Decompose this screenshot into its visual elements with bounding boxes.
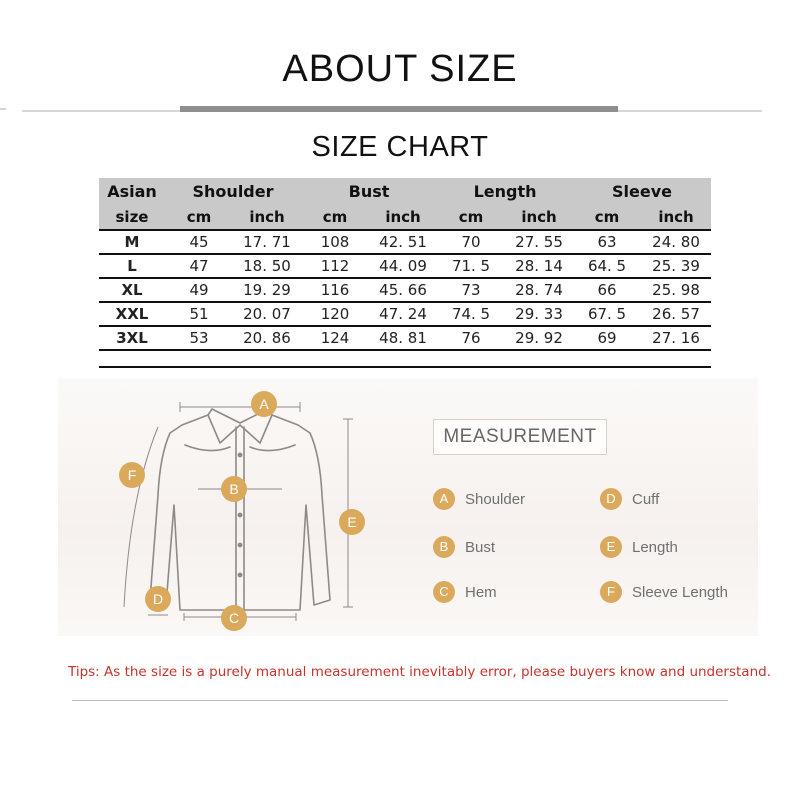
- size-header-bottom: size: [99, 204, 165, 230]
- value-cell: 71. 5: [437, 254, 505, 278]
- value-cell: 116: [301, 278, 369, 302]
- value-cell: 28. 74: [505, 278, 573, 302]
- table-bottom-rule: [99, 366, 711, 368]
- unit-header: cm: [573, 204, 641, 230]
- value-cell: 17. 71: [233, 230, 301, 254]
- value-cell: 47: [165, 254, 233, 278]
- measurement-title: MEASUREMENT: [433, 419, 607, 455]
- size-chart-title: SIZE CHART: [311, 131, 489, 163]
- value-cell: 69: [573, 326, 641, 350]
- page-title: ABOUT SIZE: [282, 48, 518, 90]
- value-cell: 20. 07: [233, 302, 301, 326]
- col-group-shoulder: Shoulder: [165, 178, 301, 204]
- value-cell: 26. 57: [641, 302, 711, 326]
- size-header-top: Asian: [99, 178, 165, 204]
- value-cell: 24. 80: [641, 230, 711, 254]
- value-cell: 73: [437, 278, 505, 302]
- value-cell: 64. 5: [573, 254, 641, 278]
- size-cell: 3XL: [99, 326, 165, 350]
- value-cell: 20. 86: [233, 326, 301, 350]
- col-group-length: Length: [437, 178, 573, 204]
- size-cell: M: [99, 230, 165, 254]
- value-cell: 25. 39: [641, 254, 711, 278]
- value-cell: 49: [165, 278, 233, 302]
- legend-label: Length: [632, 538, 678, 556]
- value-cell: 48. 81: [369, 326, 437, 350]
- legend-badge: F: [600, 581, 622, 603]
- sleeve-line: [124, 427, 158, 607]
- size-cell: XL: [99, 278, 165, 302]
- col-group-bust: Bust: [301, 178, 437, 204]
- legend-item-hem: [433, 581, 497, 603]
- table-row: [99, 326, 711, 350]
- value-cell: 45: [165, 230, 233, 254]
- legend-item-sleeve-length: [600, 581, 728, 603]
- divider-thick: [180, 106, 618, 112]
- legend-badge: B: [433, 536, 455, 558]
- value-cell: 29. 33: [505, 302, 573, 326]
- value-cell: 42. 51: [369, 230, 437, 254]
- value-cell: 25. 98: [641, 278, 711, 302]
- marker-f: F: [119, 462, 145, 488]
- marker-d: D: [145, 586, 171, 612]
- value-cell: 66: [573, 278, 641, 302]
- size-cell: XXL: [99, 302, 165, 326]
- value-cell: 67. 5: [573, 302, 641, 326]
- value-cell: 27. 16: [641, 326, 711, 350]
- legend-label: Bust: [465, 538, 496, 556]
- value-cell: 70: [437, 230, 505, 254]
- unit-header: inch: [641, 204, 711, 230]
- value-cell: 124: [301, 326, 369, 350]
- legend-label: Shoulder: [465, 490, 526, 508]
- value-cell: 51: [165, 302, 233, 326]
- legend-item-bust: [433, 536, 495, 558]
- value-cell: 47. 24: [369, 302, 437, 326]
- value-cell: 108: [301, 230, 369, 254]
- legend-item-length: [600, 536, 678, 558]
- value-cell: 53: [165, 326, 233, 350]
- legend-badge: E: [600, 536, 622, 558]
- unit-header: inch: [505, 204, 573, 230]
- legend-item-cuff: [600, 488, 659, 510]
- value-cell: 18. 50: [233, 254, 301, 278]
- size-cell: L: [99, 254, 165, 278]
- unit-header: cm: [301, 204, 369, 230]
- unit-header: cm: [165, 204, 233, 230]
- legend-label: Cuff: [632, 490, 660, 508]
- marker-a: A: [251, 391, 277, 417]
- value-cell: 63: [573, 230, 641, 254]
- value-cell: 27. 55: [505, 230, 573, 254]
- unit-header: inch: [369, 204, 437, 230]
- col-group-sleeve: Sleeve: [573, 178, 711, 204]
- divider-dot: [0, 108, 6, 110]
- marker-e: E: [339, 509, 365, 535]
- shirt-yoke: [185, 445, 295, 451]
- shirt-outline: [150, 415, 330, 610]
- bottom-divider: [72, 700, 728, 701]
- value-cell: 29. 92: [505, 326, 573, 350]
- value-cell: 120: [301, 302, 369, 326]
- value-cell: 76: [437, 326, 505, 350]
- value-cell: 44. 09: [369, 254, 437, 278]
- shoulder-line: [180, 402, 300, 412]
- legend-label: Hem: [465, 583, 497, 601]
- marker-b: B: [221, 476, 247, 502]
- unit-header: inch: [233, 204, 301, 230]
- legend-badge: D: [600, 488, 622, 510]
- value-cell: 74. 5: [437, 302, 505, 326]
- marker-c: C: [221, 605, 247, 631]
- table-row: [99, 278, 711, 302]
- unit-header: cm: [437, 204, 505, 230]
- value-cell: 112: [301, 254, 369, 278]
- legend-item-shoulder: [433, 488, 525, 510]
- legend-label: Sleeve Length: [632, 583, 728, 601]
- value-cell: 19. 29: [233, 278, 301, 302]
- value-cell: 45. 66: [369, 278, 437, 302]
- table-row: [99, 254, 711, 278]
- size-table: [99, 178, 711, 351]
- legend-badge: C: [433, 581, 455, 603]
- tips-text: Tips: As the size is a purely manual measurement inevitably error, please buyers know and understand.: [68, 664, 771, 680]
- legend-badge: A: [433, 488, 455, 510]
- table-row: [99, 302, 711, 326]
- value-cell: 28. 14: [505, 254, 573, 278]
- table-row: [99, 230, 711, 254]
